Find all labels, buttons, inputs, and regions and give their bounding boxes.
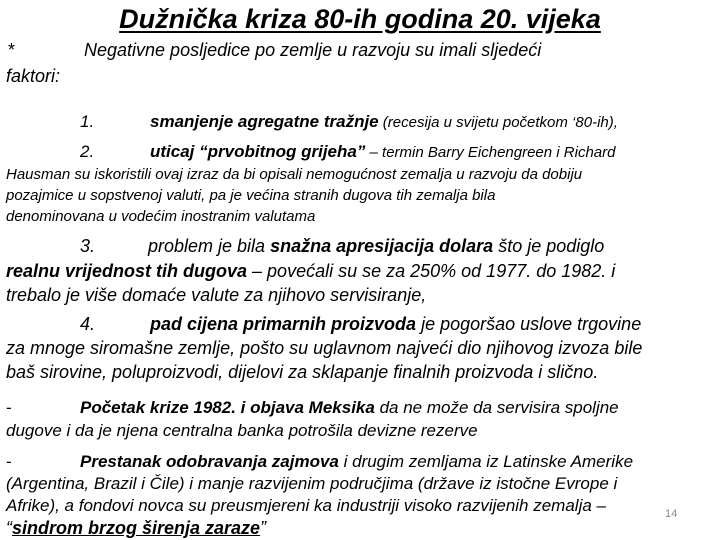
item-2-number: 2.	[80, 142, 95, 161]
item-2-bold: uticaj “prvobitnog grijeha”	[150, 142, 366, 161]
item-1-rest: (recesija u svijetu početkom ‘80-ih),	[378, 114, 618, 131]
item-1-text	[150, 112, 618, 132]
item-2-rest: – termin Barry Eichengreen i Richard	[365, 144, 616, 161]
item-4-text	[150, 314, 641, 335]
item-3-cont-1	[6, 261, 615, 282]
item-1-bold: smanjenje agregatne tražnje	[150, 112, 379, 131]
item-3-text	[148, 236, 604, 257]
item-4-cont-2: baš sirovine, poluproizvodi, dijelovi za sklapanje finalnih proizvoda i slično.	[6, 362, 599, 382]
item-4-rest: je pogoršao uslove trgovine	[416, 314, 642, 334]
dash-1-marker: -	[6, 398, 12, 417]
intro-text-line2: faktori:	[6, 66, 61, 86]
item-4-number: 4.	[80, 314, 96, 334]
dash-1-text	[80, 398, 619, 418]
item-3-bold: snažna apresijacija dolara	[270, 236, 494, 256]
item-3-number: 3.	[80, 236, 96, 256]
slide-title: Dužnička kriza 80-ih godina 20. vijeka	[119, 4, 601, 34]
dash-1-rest: da ne može da servisira spoljne	[374, 398, 619, 417]
item-3-rest: što je podiglo	[493, 236, 605, 256]
intro-text-line1: Negativne posljedice po zemlje u razvoju su imali sljedeći	[84, 40, 542, 60]
page-number: 14	[665, 508, 678, 520]
intro-bullet: *	[8, 40, 16, 60]
dash-2-rest: i drugim zemljama iz Latinske Amerike	[338, 452, 634, 471]
dash-2-cont-3-bold: sindrom brzog širenja zaraze	[12, 518, 261, 538]
dash-2-bold: Prestanak odobravanja zajmova	[80, 452, 339, 471]
item-4-cont-1: za mnoge siromašne zemlje, pošto su uglavnom najveći dio njihovog izvoza bile	[6, 338, 643, 358]
dash-2-marker: -	[6, 452, 12, 471]
item-3-cont-rest: – povećali su se za 250% od 1977. do 1982. i	[247, 261, 616, 281]
dash-2-cont-1: (Argentina, Brazil i Čile) i manje razvijenim područjima (države iz istočne Evrope i	[6, 474, 618, 493]
item-2-cont-1: Hausman su iskoristili ovaj izraz da bi opisali nemogućnost zemalja u razvoju da dobiju	[6, 166, 583, 183]
item-3-cont-bold: realnu vrijednost tih dugova	[6, 261, 248, 281]
item-2-cont-2: pozajmice u sopstvenoj valuti, pa je većina stranih dugova tih zemalja bila	[6, 187, 496, 204]
item-3-cont-2: trebalo je više domaće valute za njihovo servisiranje,	[6, 285, 427, 305]
dash-1-bold: Početak krize 1982. i objava Meksika	[80, 398, 375, 417]
dash-2-cont-3	[6, 518, 266, 539]
item-2-text	[150, 142, 615, 162]
dash-1-cont: dugove i da je njena centralna banka potrošila devizne rezerve	[6, 421, 478, 440]
dash-2-cont-2: Afrike), a fondovi novca su preusmjereni ka industriji visoko razvijenih zemalja –	[6, 496, 606, 515]
item-1-number: 1.	[80, 112, 95, 131]
dash-2-cont-3-pre: “	[6, 518, 12, 538]
item-4-bold: pad cijena primarnih proizvoda	[150, 314, 417, 334]
dash-2-cont-3-post: ”	[260, 518, 267, 538]
item-2-cont-3: denominovana u vodećim inostranim valutama	[6, 208, 316, 225]
item-3-pre: problem je bila	[148, 236, 271, 256]
dash-2-text	[80, 452, 633, 472]
